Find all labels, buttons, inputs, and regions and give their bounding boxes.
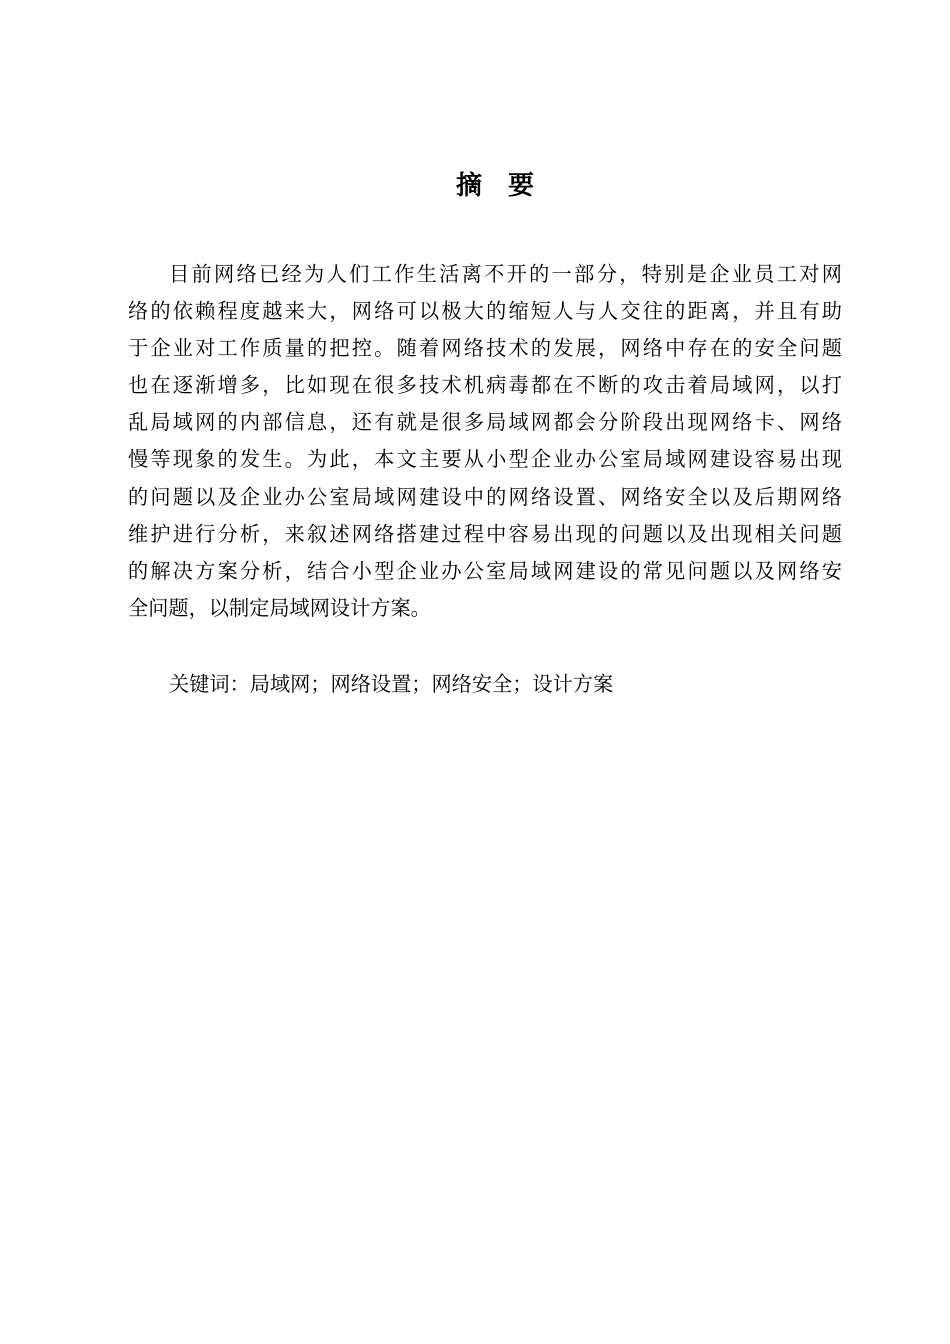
- abstract-line: 慢等现象的发生。为此，本文主要从小型企业办公室局域网建设容易出现: [128, 447, 842, 472]
- abstract-line: 全问题，以制定局域网设计方案。: [128, 595, 431, 620]
- abstract-line: 于企业对工作质量的把控。随着网络技术的发展，网络中存在的安全问题: [128, 336, 842, 361]
- abstract-line: 络的依赖程度越来大，网络可以极大的缩短人与人交往的距离，并且有助: [128, 299, 842, 324]
- abstract-title-char-1: 摘: [455, 171, 482, 201]
- abstract-line: 的解决方案分析，结合小型企业办公室局域网建设的常见问题以及网络安: [128, 558, 842, 583]
- abstract-line: 的问题以及企业办公室局域网建设中的网络设置、网络安全以及后期网络: [128, 484, 842, 509]
- abstract-line: 也在逐渐增多，比如现在很多技术机病毒都在不断的攻击着局域网，以打: [128, 373, 842, 398]
- abstract-title-char-2: 要: [508, 171, 535, 201]
- abstract-line: 目前网络已经为人们工作生活离不开的一部分，特别是企业员工对网: [169, 262, 842, 286]
- abstract-title: [0, 166, 950, 206]
- keywords-line: 关键词：局域网；网络设置；网络安全；设计方案: [169, 672, 614, 696]
- abstract-body: [128, 256, 842, 627]
- abstract-line: 乱局域网的内部信息，还有就是很多局域网都会分阶段出现网络卡、网络: [128, 410, 842, 435]
- abstract-line: 维护进行分析，来叙述网络搭建过程中容易出现的问题以及出现相关问题: [128, 521, 842, 546]
